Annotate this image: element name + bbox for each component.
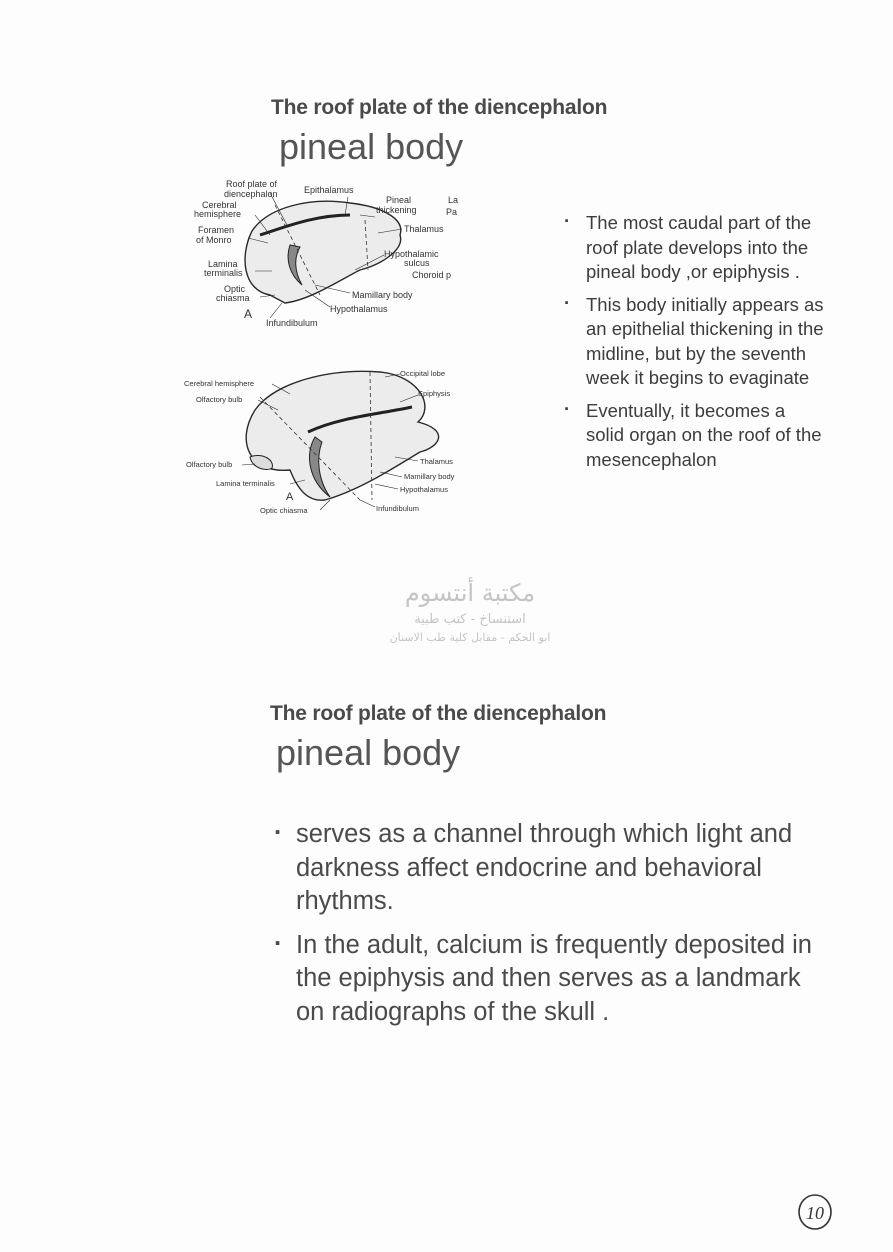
fig-label: Mamillary body bbox=[352, 290, 413, 300]
fig-panel-label: A bbox=[286, 491, 294, 503]
watermark-line: استنساخ - كتب طبية bbox=[414, 612, 526, 627]
fig-label: Cerebral hemisphere bbox=[184, 379, 255, 388]
diencephalon-diagram-bottom bbox=[180, 362, 470, 520]
fig-label: Olfactory bulb bbox=[186, 460, 233, 469]
fig-label: Hypothalamic bbox=[384, 249, 439, 259]
fig-label: Mamillary body bbox=[404, 472, 455, 481]
fig-label: Hypothalamus bbox=[400, 485, 448, 494]
fig-label: of Monro bbox=[196, 235, 232, 245]
fig-label: Optic bbox=[224, 284, 246, 294]
fig-panel-label: A bbox=[244, 307, 253, 321]
fig-label: Roof plate of bbox=[226, 179, 278, 189]
fig-label: Choroid p bbox=[412, 270, 452, 280]
fig-label: Thalamus bbox=[404, 224, 444, 234]
slide1-title: pineal body bbox=[279, 126, 464, 167]
fig-label: Epiphysis bbox=[418, 389, 451, 398]
slide1-bullet-list bbox=[562, 211, 827, 480]
page-number-circle bbox=[795, 1192, 835, 1232]
leader-line bbox=[242, 464, 255, 465]
fig-label: Lamina bbox=[208, 259, 238, 269]
slide1-bullet: · The most caudal part of the roof plate develops into the pineal body ,or epiphysis . bbox=[562, 211, 827, 285]
leader-line bbox=[360, 500, 375, 507]
leader-line bbox=[375, 484, 398, 489]
leader-line bbox=[320, 500, 330, 510]
watermark-line: مكتبة أنتسوم bbox=[404, 579, 536, 607]
fig-label: Pineal bbox=[386, 195, 412, 205]
fig-label: Occipital lobe bbox=[400, 369, 446, 378]
diencephalon-diagram-top bbox=[190, 175, 470, 335]
slide2-bullet-list bbox=[272, 818, 812, 1039]
fig-label: Hypothalamus bbox=[330, 304, 388, 314]
fig-label: Cerebral bbox=[202, 200, 237, 210]
fig-label: Infundibulum bbox=[376, 504, 419, 513]
fig-label: Pa bbox=[446, 207, 458, 217]
fig-label: Lamina terminalis bbox=[216, 479, 275, 488]
fig-label: hemisphere bbox=[194, 209, 242, 219]
fig-label: Foramen bbox=[198, 225, 235, 235]
slide1-subtitle: The roof plate of the diencephalon bbox=[271, 96, 608, 119]
fig-label: Olfactory bulb bbox=[196, 395, 243, 404]
leader-line bbox=[270, 303, 282, 318]
fig-label: Thalamus bbox=[420, 457, 453, 466]
watermark-line: ابو الحكم - مقابل كلية طب الاسنان bbox=[389, 631, 551, 644]
slide2-title: pineal body bbox=[276, 732, 461, 773]
fig-label: Optic chiasma bbox=[260, 506, 308, 515]
fig-label: Epithalamus bbox=[304, 185, 354, 195]
slide1-bullet: · Eventually, it becomes a solid organ on the roof of the mesencephalon bbox=[562, 399, 827, 473]
fig-label: terminalis bbox=[204, 268, 243, 278]
slide1-bullet: · This body initially appears as an epithelial thickening in the midline, but by the seventh week it begins to evaginate bbox=[562, 293, 827, 391]
fig-label: diencephalon bbox=[224, 189, 278, 199]
fig-label: La bbox=[448, 195, 459, 205]
page-number: 10 bbox=[806, 1203, 824, 1223]
slide2-bullet: · In the adult, calcium is frequently deposited in the epiphysis and then serves as a landmark on radiographs of the skull . bbox=[272, 929, 812, 1030]
watermark-stamp bbox=[360, 575, 580, 650]
slide2-bullet: · serves as a channel through which light and darkness affect endocrine and behavioral rhythms. bbox=[272, 818, 812, 919]
fig-label: thickening bbox=[376, 205, 417, 215]
slide2-subtitle: The roof plate of the diencephalon bbox=[270, 702, 607, 725]
fig-label: sulcus bbox=[404, 258, 430, 268]
fig-label: Infundibulum bbox=[266, 318, 318, 328]
fig-label: chiasma bbox=[216, 293, 250, 303]
